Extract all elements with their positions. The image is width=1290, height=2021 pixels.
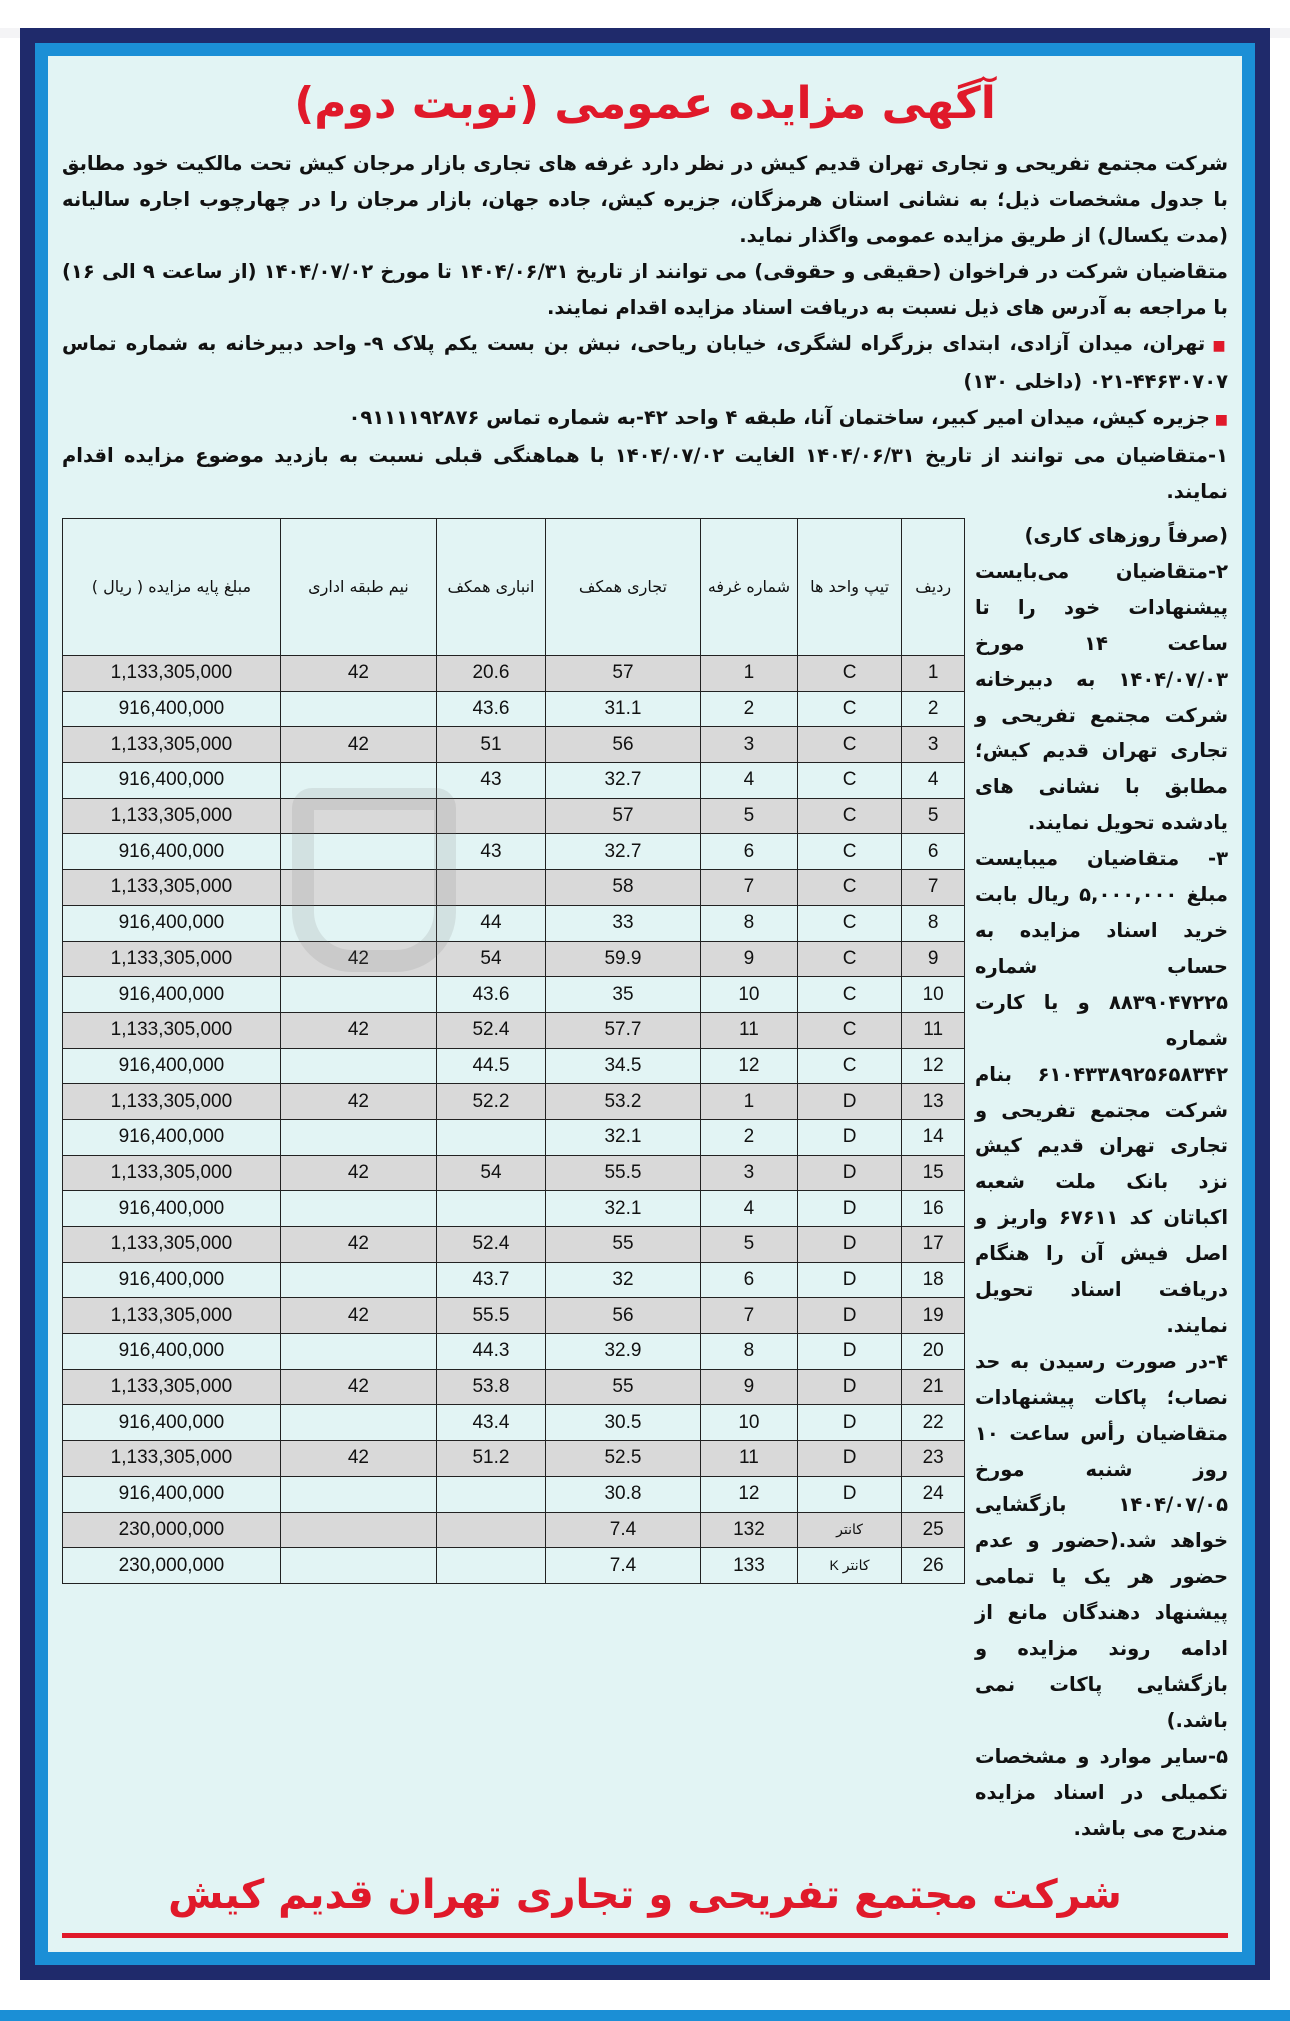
cell-ground-storage: 52.2	[437, 1084, 546, 1120]
ad-paper	[48, 56, 1242, 1952]
cell-unit-type: D	[797, 1084, 902, 1120]
cell-base-price: 916,400,000	[63, 834, 281, 870]
cell-base-price: 916,400,000	[63, 1191, 281, 1227]
cell-booth-number: 9	[701, 941, 798, 977]
cell-base-price: 916,400,000	[63, 1334, 281, 1370]
cell-ground-commercial: 7.4	[545, 1512, 700, 1548]
cell-mezzanine-office	[280, 1262, 436, 1298]
cell-ground-commercial: 52.5	[545, 1441, 700, 1477]
cell-row-number: 14	[902, 1119, 965, 1155]
cell-ground-storage: 44.5	[437, 1048, 546, 1084]
cell-unit-type: D	[797, 1334, 902, 1370]
table-row	[63, 1512, 965, 1548]
cell-row-number: 19	[902, 1298, 965, 1334]
header-ground-commercial: تجاری همکف	[545, 519, 700, 656]
cell-ground-storage: 43.4	[437, 1405, 546, 1441]
cell-base-price: 1,133,305,000	[63, 1084, 281, 1120]
condition-item-2: ۲-متقاضیان می‌بایست پیشنهادات خود را تا ساعت ۱۴ مورخ ۱۴۰۴/۰۷/۰۳ به دبیرخانه شرکت مجتمع تفریحی و تجاری تهران قدیم کیش؛ مطابق با نشانی های یادشده تحویل نمایند.	[975, 559, 1228, 835]
table-row	[63, 727, 965, 763]
table-row	[63, 834, 965, 870]
cell-row-number: 17	[902, 1227, 965, 1263]
cell-base-price: 1,133,305,000	[63, 1155, 281, 1191]
header-row-number: ردیف	[902, 519, 965, 656]
cell-unit-type: D	[797, 1155, 902, 1191]
cell-base-price: 230,000,000	[63, 1548, 281, 1584]
cell-ground-storage	[437, 798, 546, 834]
table-row	[63, 798, 965, 834]
cell-ground-storage	[437, 1548, 546, 1584]
cell-ground-storage: 54	[437, 941, 546, 977]
cell-base-price: 916,400,000	[63, 1476, 281, 1512]
cell-row-number: 21	[902, 1369, 965, 1405]
cell-mezzanine-office: 42	[280, 1012, 436, 1048]
cell-row-number: 8	[902, 905, 965, 941]
cell-ground-commercial: 55	[545, 1227, 700, 1263]
cell-base-price: 916,400,000	[63, 1048, 281, 1084]
cell-base-price: 916,400,000	[63, 1405, 281, 1441]
cell-mezzanine-office	[280, 1512, 436, 1548]
cell-row-number: 4	[902, 763, 965, 799]
cell-booth-number: 9	[701, 1369, 798, 1405]
cell-booth-number: 1	[701, 656, 798, 692]
cell-row-number: 2	[902, 691, 965, 727]
cell-ground-commercial: 57	[545, 656, 700, 692]
cell-row-number: 24	[902, 1476, 965, 1512]
auction-table	[62, 518, 965, 1584]
cell-base-price: 1,133,305,000	[63, 798, 281, 834]
address-kish: ■ جزیره کیش، میدان امیر کبیر، ساختمان آنا، طبقه ۴ واحد ۴۲-به شماره تماس ۰۹۱۱۱۱۹۲۸۷۶	[62, 400, 1228, 438]
cell-ground-storage: 51.2	[437, 1441, 546, 1477]
cell-booth-number: 8	[701, 905, 798, 941]
cell-ground-commercial: 58	[545, 870, 700, 906]
cell-base-price: 916,400,000	[63, 1119, 281, 1155]
cell-ground-commercial: 56	[545, 1298, 700, 1334]
table-row	[63, 1334, 965, 1370]
table-row	[63, 1191, 965, 1227]
cell-row-number: 6	[902, 834, 965, 870]
cell-ground-commercial: 7.4	[545, 1548, 700, 1584]
cell-mezzanine-office	[280, 691, 436, 727]
cell-base-price: 1,133,305,000	[63, 1227, 281, 1263]
cell-row-number: 10	[902, 977, 965, 1013]
cell-unit-type: D	[797, 1119, 902, 1155]
intro-paragraph-applicants: متقاضیان شرکت در فراخوان (حقیقی و حقوقی) می توانند از تاریخ ۱۴۰۴/۰۶/۳۱ تا مورخ ۱۴۰۴/۰۷/۰۲ (از ساعت ۹ الی ۱۶) با مراجعه به آدرس های ذیل نسبت به دریافت اسناد مزایده اقدام نمایند.	[62, 260, 1228, 319]
cell-booth-number: 11	[701, 1441, 798, 1477]
outer-frame	[20, 28, 1270, 1980]
cell-ground-commercial: 57	[545, 798, 700, 834]
cell-mezzanine-office	[280, 1476, 436, 1512]
cell-mezzanine-office: 42	[280, 727, 436, 763]
cell-row-number: 3	[902, 727, 965, 763]
table-row	[63, 1084, 965, 1120]
ad-title: آگهی مزایده عمومی (نوبت دوم)	[294, 78, 996, 129]
cell-row-number: 16	[902, 1191, 965, 1227]
cell-mezzanine-office: 42	[280, 1369, 436, 1405]
cell-mezzanine-office	[280, 763, 436, 799]
cell-unit-type: D	[797, 1441, 902, 1477]
cell-base-price: 916,400,000	[63, 905, 281, 941]
cell-row-number: 23	[902, 1441, 965, 1477]
cell-booth-number: 2	[701, 691, 798, 727]
cell-ground-commercial: 57.7	[545, 1012, 700, 1048]
cell-base-price: 916,400,000	[63, 691, 281, 727]
table-row	[63, 1119, 965, 1155]
cell-booth-number: 5	[701, 1227, 798, 1263]
cell-row-number: 9	[902, 941, 965, 977]
condition-item-1-tail: (صرفاً روزهای کاری)	[1024, 524, 1228, 547]
cell-ground-commercial: 32.1	[545, 1191, 700, 1227]
cell-unit-type: C	[797, 691, 902, 727]
cell-ground-commercial: 55	[545, 1369, 700, 1405]
table-row	[63, 656, 965, 692]
cell-booth-number: 5	[701, 798, 798, 834]
cell-mezzanine-office	[280, 1548, 436, 1584]
table-row	[63, 1405, 965, 1441]
table-row	[63, 691, 965, 727]
table-header-row	[63, 519, 965, 656]
cell-row-number: 1	[902, 656, 965, 692]
table-row	[63, 763, 965, 799]
cell-booth-number: 3	[701, 1155, 798, 1191]
cell-base-price: 1,133,305,000	[63, 727, 281, 763]
cell-mezzanine-office: 42	[280, 656, 436, 692]
cell-booth-number: 7	[701, 1298, 798, 1334]
condition-item-3: ۳- متقاضیان میبایست مبلغ ۵,۰۰۰,۰۰۰ ریال بابت خرید اسناد مزایده به حساب شماره ۸۸۳۹۰۴۷۲۲۵ و یا کارت شماره ۶۱۰۴۳۳۸۹۲۵۶۵۸۳۴۲ بنام شرکت مجتمع تفریحی و تجاری تهران قدیم کیش نزد بانک ملت شعبه اکباتان کد ۶۷۶۱۱ واریز و اصل فیش آن را هنگام دریافت اسناد تحویل نمایند.	[975, 847, 1229, 1337]
cell-unit-type: D	[797, 1262, 902, 1298]
cell-booth-number: 4	[701, 1191, 798, 1227]
table-row	[63, 1441, 965, 1477]
cell-ground-storage	[437, 1119, 546, 1155]
cell-base-price: 1,133,305,000	[63, 1441, 281, 1477]
cell-mezzanine-office: 42	[280, 1441, 436, 1477]
table-row	[63, 1369, 965, 1405]
cell-mezzanine-office	[280, 1119, 436, 1155]
cell-unit-type: کانتر	[797, 1512, 902, 1548]
cell-base-price: 1,133,305,000	[63, 941, 281, 977]
cell-ground-commercial: 32.7	[545, 763, 700, 799]
header-booth-number: شماره غرفه	[701, 519, 798, 656]
footer-divider	[62, 1933, 1228, 1938]
cell-unit-type: C	[797, 870, 902, 906]
cell-ground-commercial: 32.1	[545, 1119, 700, 1155]
cell-mezzanine-office: 42	[280, 1227, 436, 1263]
cell-ground-commercial: 35	[545, 977, 700, 1013]
cell-base-price: 1,133,305,000	[63, 1298, 281, 1334]
cell-unit-type: C	[797, 656, 902, 692]
cell-ground-commercial: 31.1	[545, 691, 700, 727]
cell-ground-storage	[437, 870, 546, 906]
cell-booth-number: 12	[701, 1048, 798, 1084]
cell-unit-type: D	[797, 1369, 902, 1405]
cell-base-price: 1,133,305,000	[63, 1369, 281, 1405]
header-mezzanine-office: نیم طبقه اداری	[280, 519, 436, 656]
cell-booth-number: 11	[701, 1012, 798, 1048]
cell-ground-storage: 43.6	[437, 977, 546, 1013]
intro-text	[62, 146, 1228, 510]
cell-base-price: 230,000,000	[63, 1512, 281, 1548]
condition-item-5: ۵-سایر موارد و مشخصات تکمیلی در اسناد مزایده مندرج می باشد.	[975, 1744, 1228, 1840]
cell-row-number: 7	[902, 870, 965, 906]
cell-booth-number: 6	[701, 1262, 798, 1298]
cell-booth-number: 132	[701, 1512, 798, 1548]
table-row	[63, 1155, 965, 1191]
cell-row-number: 20	[902, 1334, 965, 1370]
cell-row-number: 12	[902, 1048, 965, 1084]
table-row	[63, 1476, 965, 1512]
cell-ground-storage: 44	[437, 905, 546, 941]
cell-row-number: 15	[902, 1155, 965, 1191]
address-tehran: ■ تهران، میدان آزادی، ابتدای بزرگراه لشگری، خیابان ریاحی، نبش بن بست یکم پلاک ۹- واحد دبیرخانه به شماره تماس ۴۴۶۳۰۷۰۷-۰۲۱ (داخلی ۱۳۰)	[62, 326, 1228, 400]
bottom-stripe	[0, 2010, 1290, 2021]
cell-booth-number: 3	[701, 727, 798, 763]
conditions-column	[975, 518, 1228, 1847]
cell-ground-storage: 54	[437, 1155, 546, 1191]
cell-booth-number: 4	[701, 763, 798, 799]
cell-ground-storage	[437, 1191, 546, 1227]
table-row	[63, 870, 965, 906]
cell-ground-storage: 55.5	[437, 1298, 546, 1334]
cell-booth-number: 1	[701, 1084, 798, 1120]
company-footer: شرکت مجتمع تفریحی و تجاری تهران قدیم کیش	[168, 1871, 1122, 1918]
cell-ground-commercial: 59.9	[545, 941, 700, 977]
table-and-conditions	[62, 518, 1228, 1847]
header-ground-storage: انباری همکف	[437, 519, 546, 656]
cell-booth-number: 6	[701, 834, 798, 870]
cell-mezzanine-office	[280, 905, 436, 941]
cell-mezzanine-office	[280, 798, 436, 834]
table-row	[63, 977, 965, 1013]
condition-item-1: ۱-متقاضیان می توانند از تاریخ ۱۴۰۴/۰۶/۳۱ الغایت ۱۴۰۴/۰۷/۰۲ با هماهنگی قبلی نسبت به بازدید موضوع مزایده اقدام نمایند.	[62, 444, 1228, 503]
table-row	[63, 1012, 965, 1048]
condition-item-4: ۴-در صورت رسیدن به حد نصاب؛ پاکات پیشنهادات متقاضیان رأس ساعت ۱۰ روز شنبه مورخ ۱۴۰۴/۰۷/۰۵ بازگشایی خواهد شد.(حضور و عدم حضور هر یک یا تمامی پیشنهاد دهندگان مانع از ادامه روند مزایده و بازگشایی پاکات نمی باشد.)	[975, 1349, 1228, 1732]
cell-unit-type: D	[797, 1191, 902, 1227]
cell-ground-storage: 43.6	[437, 691, 546, 727]
cell-unit-type: C	[797, 798, 902, 834]
cell-unit-type: D	[797, 1476, 902, 1512]
header-base-price: مبلغ پایه مزایده ( ریال )	[63, 519, 281, 656]
cell-unit-type: D	[797, 1405, 902, 1441]
cell-ground-storage	[437, 1476, 546, 1512]
cell-unit-type: C	[797, 1012, 902, 1048]
intro-paragraph: شرکت مجتمع تفریحی و تجاری تهران قدیم کیش در نظر دارد غرفه های تجاری بازار مرجان کیش تحت مالکیت خود مطابق با جدول مشخصات ذیل؛ به نشانی استان هرمزگان، جزیره کیش، جاده جهان، بازار مرجان را در چهارچوب اجاره سالیانه (مدت یکسال) از طریق مزایده عمومی واگذار نماید.	[62, 152, 1228, 247]
cell-ground-storage: 43	[437, 763, 546, 799]
table-row	[63, 1262, 965, 1298]
cell-booth-number: 2	[701, 1119, 798, 1155]
cell-ground-commercial: 55.5	[545, 1155, 700, 1191]
cell-base-price: 916,400,000	[63, 977, 281, 1013]
inner-frame	[35, 43, 1255, 1965]
table-row	[63, 941, 965, 977]
cell-mezzanine-office: 42	[280, 1084, 436, 1120]
cell-ground-storage: 43.7	[437, 1262, 546, 1298]
cell-unit-type: C	[797, 977, 902, 1013]
cell-ground-commercial: 32.7	[545, 834, 700, 870]
cell-ground-commercial: 30.5	[545, 1405, 700, 1441]
cell-base-price: 1,133,305,000	[63, 1012, 281, 1048]
table-row	[63, 1548, 965, 1584]
cell-booth-number: 10	[701, 1405, 798, 1441]
cell-unit-type: C	[797, 727, 902, 763]
cell-mezzanine-office	[280, 1191, 436, 1227]
cell-ground-storage: 51	[437, 727, 546, 763]
cell-booth-number: 12	[701, 1476, 798, 1512]
cell-unit-type: D	[797, 1298, 902, 1334]
cell-row-number: 25	[902, 1512, 965, 1548]
table-row	[63, 1298, 965, 1334]
table-row	[63, 1048, 965, 1084]
cell-mezzanine-office	[280, 870, 436, 906]
cell-ground-storage: 43	[437, 834, 546, 870]
cell-row-number: 26	[902, 1548, 965, 1584]
table-row	[63, 1227, 965, 1263]
cell-row-number: 11	[902, 1012, 965, 1048]
cell-ground-commercial: 32.9	[545, 1334, 700, 1370]
cell-ground-commercial: 32	[545, 1262, 700, 1298]
cell-unit-type: کانتر K	[797, 1548, 902, 1584]
cell-mezzanine-office	[280, 1334, 436, 1370]
cell-row-number: 13	[902, 1084, 965, 1120]
cell-unit-type: C	[797, 834, 902, 870]
cell-mezzanine-office	[280, 834, 436, 870]
cell-mezzanine-office	[280, 977, 436, 1013]
cell-booth-number: 133	[701, 1548, 798, 1584]
cell-ground-commercial: 33	[545, 905, 700, 941]
cell-row-number: 18	[902, 1262, 965, 1298]
cell-unit-type: C	[797, 941, 902, 977]
cell-booth-number: 10	[701, 977, 798, 1013]
cell-ground-storage: 20.6	[437, 656, 546, 692]
cell-row-number: 22	[902, 1405, 965, 1441]
table-row	[63, 905, 965, 941]
cell-ground-storage	[437, 1512, 546, 1548]
cell-mezzanine-office	[280, 1048, 436, 1084]
cell-ground-commercial: 30.8	[545, 1476, 700, 1512]
cell-base-price: 1,133,305,000	[63, 870, 281, 906]
cell-ground-commercial: 53.2	[545, 1084, 700, 1120]
cell-booth-number: 7	[701, 870, 798, 906]
cell-mezzanine-office: 42	[280, 941, 436, 977]
cell-unit-type: D	[797, 1227, 902, 1263]
cell-ground-commercial: 34.5	[545, 1048, 700, 1084]
cell-base-price: 1,133,305,000	[63, 656, 281, 692]
cell-mezzanine-office: 42	[280, 1155, 436, 1191]
cell-mezzanine-office: 42	[280, 1298, 436, 1334]
cell-ground-commercial: 56	[545, 727, 700, 763]
cell-mezzanine-office	[280, 1405, 436, 1441]
cell-ground-storage: 52.4	[437, 1227, 546, 1263]
cell-ground-storage: 44.3	[437, 1334, 546, 1370]
cell-base-price: 916,400,000	[63, 763, 281, 799]
cell-unit-type: C	[797, 1048, 902, 1084]
cell-unit-type: C	[797, 905, 902, 941]
cell-booth-number: 8	[701, 1334, 798, 1370]
cell-ground-storage: 52.4	[437, 1012, 546, 1048]
cell-unit-type: C	[797, 763, 902, 799]
header-unit-type: تیپ واحد ها	[797, 519, 902, 656]
cell-row-number: 5	[902, 798, 965, 834]
cell-ground-storage: 53.8	[437, 1369, 546, 1405]
cell-base-price: 916,400,000	[63, 1262, 281, 1298]
